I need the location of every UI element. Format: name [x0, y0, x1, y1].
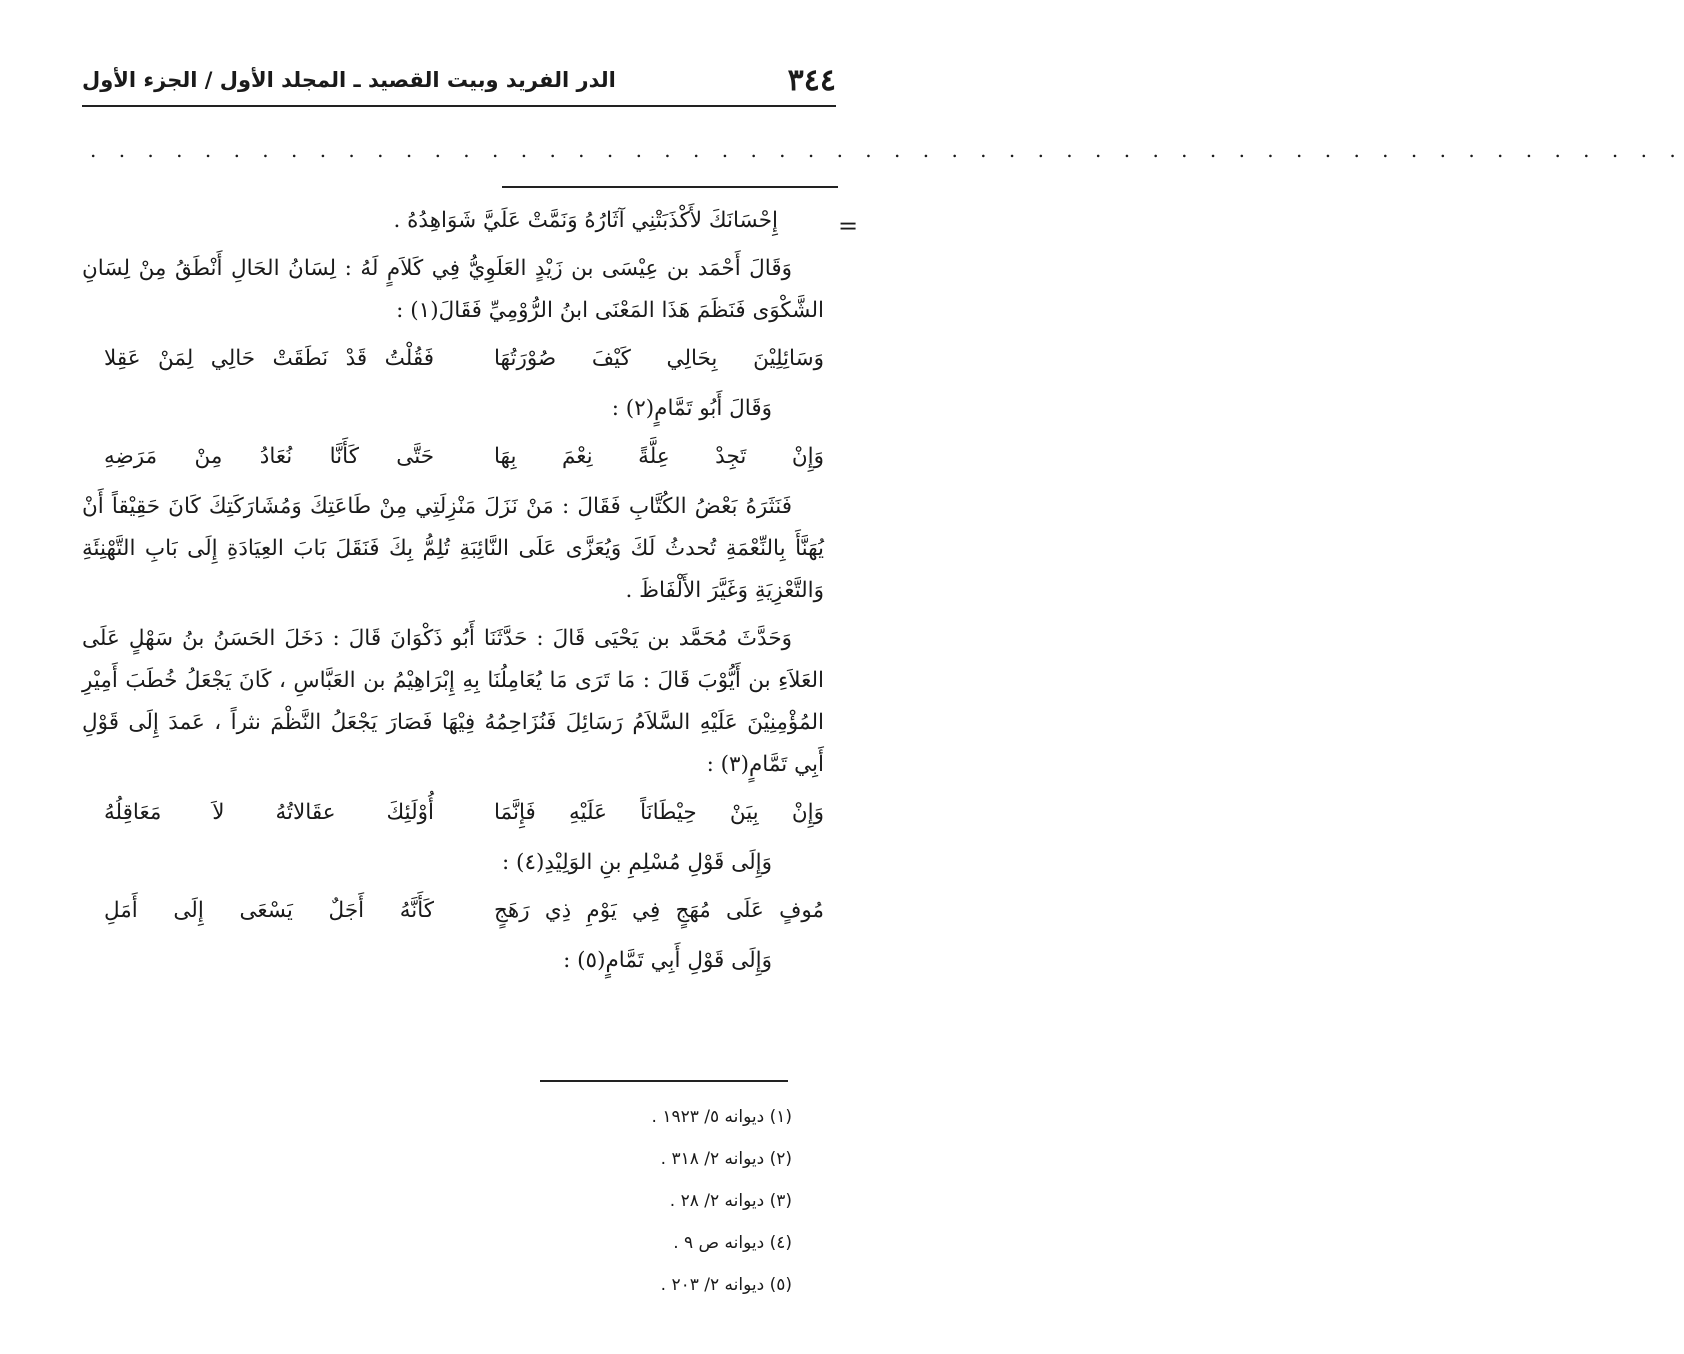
verse-second-hemistich: فَقُلْتُ قَدْ نَطَقَتْ حَالِي لِمَنْ عَقِلا: [104, 346, 434, 371]
verse-intro: وَإِلَى قَوْلِ أَبِي تَمَّامٍ(٥) :: [563, 948, 772, 973]
paragraph: وَقَالَ أَحْمَد بن عِيْسَى بن زَيْدٍ العَلَوِيُّ فِي كَلاَمٍ لَهُ : لِسَانُ الحَالِ أَنْطَقُ مِنْ لِسَانِ الشَّكْوَى فَنَظَمَ هَذَا المَعْنَى ابنُ الرُّوْمِيِّ فَقَالَ(١) :: [82, 256, 824, 323]
paragraph: وَحَدَّثَ مُحَمَّد بن يَحْيَى قَالَ : حَدَّثَنَا أَبُو ذَكْوَانَ قَالَ : دَخَلَ الحَسَنُ بنُ سَهْلٍ عَلَى العَلاَءِ بن أَيُّوْبَ قَالَ : مَا تَرَى مَا يُعَامِلُنَا بِهِ إِبْرَاهِيْمُ بن العَبَّاسِ ، كَانَ يَجْعَلُ خُطَبَ أَمِيْرِ المُؤْمِنِيْنَ عَلَيْهِ السَّلاَمُ رَسَائِلَ فَنُزَاحِمُهُ فِيْهَا فَصَارَ يَجْعَلُ النَّظْمَ نثراً ، عَمدَ إِلَى قَوْلِ أَبِي تَمَّامٍ(٣) :: [82, 626, 824, 777]
verse-line: [82, 436, 824, 478]
main-text: [82, 200, 824, 988]
verse-first-hemistich: وَإِنْ بِيَنْ حِيْطَانَاً عَلَيْهِ فَإِنَّمَا: [494, 800, 824, 825]
footnote: (٤) ديوانه ص ٩ .: [673, 1233, 792, 1253]
verse-first-hemistich: وَسَائِلِيْنَ بِحَالِي كَيْفَ صُوْرَتُهَا: [494, 346, 824, 371]
verse-second-hemistich: حَتَّى كَأَنَّا نُعَادُ مِنْ مَرَضِهِ: [104, 444, 434, 469]
footnote: (٢) ديوانه ٢/ ٣١٨ .: [660, 1149, 792, 1169]
verse-line: [82, 792, 824, 834]
footnote: (١) ديوانه ٥/ ١٩٢٣ .: [651, 1107, 792, 1127]
verse-second-hemistich: أُوْلَئِكَ عقَالاتُهُ لاَ مَعَاقِلُهُ: [104, 800, 434, 825]
verse-intro: وَإِلَى قَوْلِ مُسْلِمِ بنِ الوَلِيْدِ(٤) :: [501, 850, 772, 875]
verse-second-hemistich: كَأَنَّهُ أَجَلٌ يَسْعَى إِلَى أَمَلِ: [104, 898, 434, 923]
verse-intro: وَقَالَ أَبُو تَمَّامٍ(٢) :: [611, 396, 772, 421]
page-header: [82, 58, 836, 102]
verse-line: [82, 890, 824, 932]
footnote-rule: [540, 1080, 788, 1082]
header-rule: [82, 105, 836, 107]
continuation-mark: =: [838, 212, 859, 240]
footnote: (٥) ديوانه ٢/ ٢٠٣ .: [660, 1275, 792, 1295]
paragraph: إِحْسَانَكَ لأَكْذَبَتْنِي آثَارُهُ وَنَمَّتْ عَلَيَّ شَوَاهِدُهُ .: [393, 208, 778, 233]
text-start-rule: [502, 186, 838, 188]
footnotes: [300, 1096, 792, 1306]
verse-first-hemistich: وَإِنْ تَجِدْ عِلَّةً نِعْمَ بِهَا: [494, 444, 824, 469]
footnote: (٣) ديوانه ٢/ ٢٨ .: [669, 1191, 792, 1211]
verse-first-hemistich: مُوفٍ عَلَى مُهَجٍ فِي يَوْمِ ذِي رَهَجٍ: [494, 898, 824, 923]
separator-dots: . . . . . . . . . . . . . . . . . . . . . . . . . . . . . . . . . . . . . . . . . . . . . . . . . . . . . . . .: [90, 138, 1684, 162]
page-number: ٣٤٤: [787, 62, 836, 98]
paragraph: فَنَثَرَهُ بَعْضُ الكُتَّابِ فَقَالَ : مَنْ نَزَلَ مَنْزِلَتِي مِنْ طَاعَتِكَ وَمُشَارَكَتِكَ كَانَ حَقِيْقاً أَنْ يُهَنَّأَ بِالنِّعْمَةِ تُحدثُ لَكَ وَيُعَزَّى عَلَى النَّائِبَةِ تُلِمُّ بِكَ فَنَقَلَ بَابَ العِيَادَةِ إِلَى بَابِ التَّهْنِئَةِ وَالتَّعْزِيَةِ وَغَيَّرَ الأَلْفَاظَ .: [82, 494, 824, 603]
verse-line: [82, 338, 824, 380]
running-title: الدر الفريد وبيت القصيد ـ المجلد الأول / الجزء الأول: [82, 68, 616, 92]
